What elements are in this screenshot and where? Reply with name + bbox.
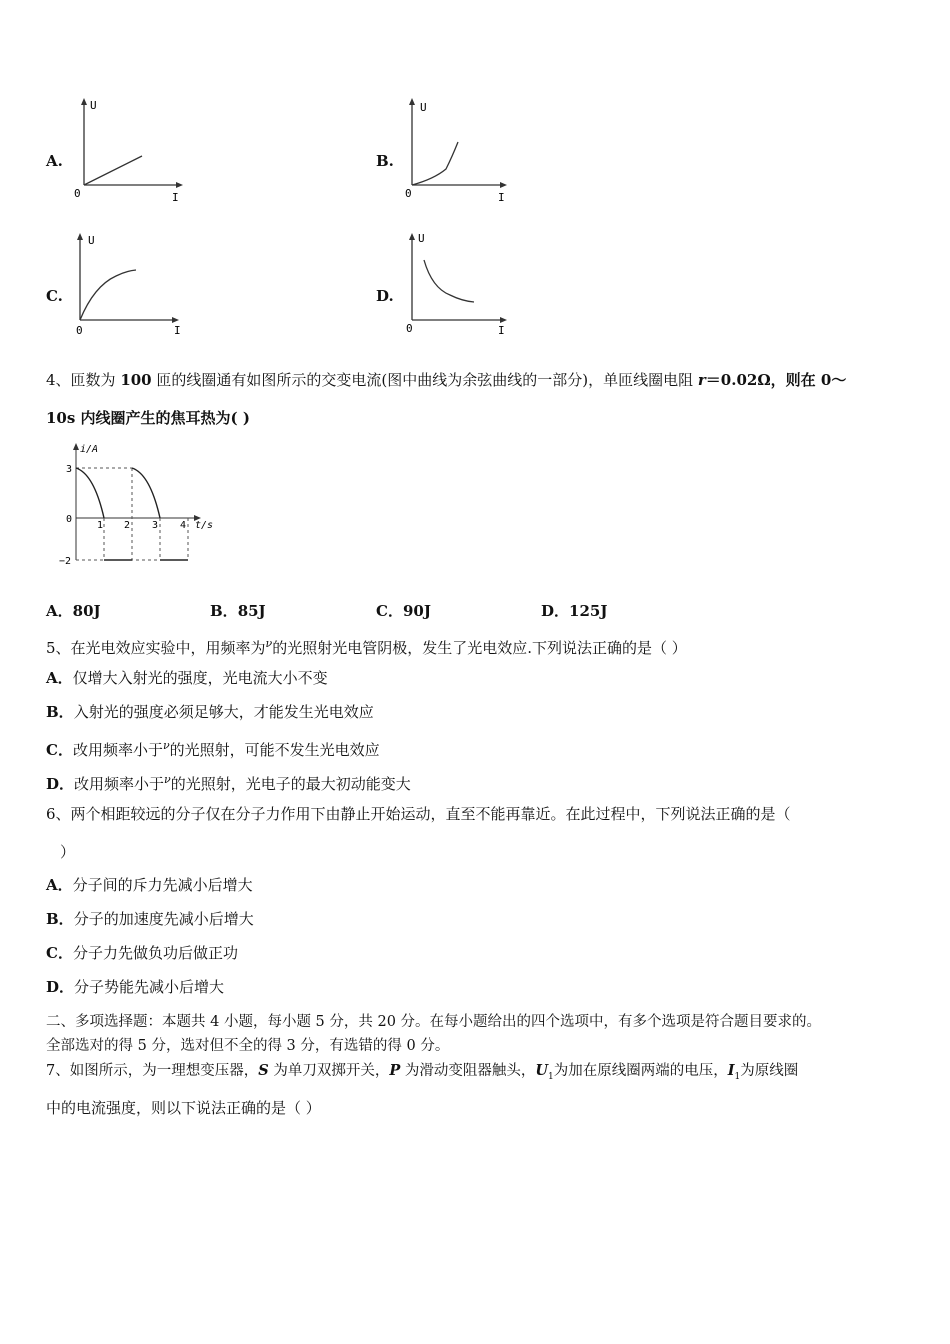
q4-choice-c[interactable]: C．90J xyxy=(376,602,431,620)
q4-xtick-1: 1 xyxy=(97,520,104,531)
q4-xtick-4: 4 xyxy=(180,520,187,531)
q4-ytick-neg2: −2 xyxy=(59,556,72,567)
q4-xtick-3: 3 xyxy=(152,520,159,531)
q6-option-a[interactable]: A．分子间的斥力先减小后增大 xyxy=(46,876,253,894)
section2-instructions-line2: 全部选对的得 5 分，选对但不全的得 3 分，有选错的得 0 分。 xyxy=(46,1038,450,1054)
graph-c-ylabel: U xyxy=(88,234,95,247)
graph-a xyxy=(70,95,190,205)
q7-stem-line2: 中的电流强度，则以下说法正确的是（ ） xyxy=(46,1099,321,1117)
q5-option-d[interactable]: D．改用频率小于$^\nu$的光照射，光电子的最大初动能变大 xyxy=(46,773,411,793)
graph-b xyxy=(398,95,518,205)
graph-d-curve xyxy=(424,260,474,302)
section2-instructions-line1: 二、多项选择题：本题共 4 小题，每小题 5 分，共 20 分。在每小题给出的四个选项中，有多个选项是符合题目要求的。 xyxy=(46,1014,822,1030)
q4-current-chart xyxy=(56,440,216,570)
graph-b-origin: 0 xyxy=(405,187,412,200)
q5-option-a[interactable]: A．仅增大入射光的强度，光电流大小不变 xyxy=(46,669,328,687)
graph-c-curve xyxy=(80,270,136,320)
graph-d-letter: D. xyxy=(376,287,394,305)
graph-c xyxy=(66,230,190,340)
graph-d xyxy=(398,230,518,340)
graph-c-letter: C. xyxy=(46,287,63,305)
q4-xtick-2: 2 xyxy=(124,520,131,531)
graph-d-ylabel: U xyxy=(418,232,425,245)
q5-option-c[interactable]: C．改用频率小于$^\nu$的光照射，可能不发生光电效应 xyxy=(46,739,380,759)
graph-a-ylabel: U xyxy=(90,99,97,112)
q6-option-b[interactable]: B．分子的加速度先减小后增大 xyxy=(46,910,254,928)
q4-x-axis-label: t/s xyxy=(195,520,214,531)
q4-choice-a[interactable]: A．80J xyxy=(46,602,101,620)
q4-stem-line2: 10s 内线圈产生的焦耳热为( ) xyxy=(46,409,250,427)
q4-stem-line1: 4、匝数为 100 匝的线圈通有如图所示的交变电流(图中曲线为余弦曲线的一部分)，单匝线圈电阻 r＝0.02Ω，则在 0～ xyxy=(46,371,847,389)
q6-option-d[interactable]: D．分子势能先减小后增大 xyxy=(46,978,225,996)
q6-option-c[interactable]: C．分子力先做负功后做正功 xyxy=(46,944,238,962)
graph-b-curve xyxy=(412,142,458,185)
q4-y-axis-label: i/A xyxy=(80,444,99,455)
graph-d-origin: 0 xyxy=(406,322,413,335)
graph-c-origin: 0 xyxy=(76,324,83,337)
graph-b-ylabel: U xyxy=(420,101,427,114)
q4-choice-b[interactable]: B．85J xyxy=(210,602,266,620)
graph-a-xlabel: I xyxy=(172,191,179,204)
graph-b-xlabel: I xyxy=(498,191,505,204)
q4-ytick-3: 3 xyxy=(66,464,73,475)
graph-c-xlabel: I xyxy=(174,324,181,337)
q6-stem: 6、两个相距较远的分子仅在分子力作用下由静止开始运动，直至不能再靠近。在此过程中，下列说法正确的是（ xyxy=(46,805,791,823)
graph-a-curve xyxy=(84,156,142,185)
q6-stem-close: ） xyxy=(60,843,76,861)
graph-b-letter: B. xyxy=(376,152,394,170)
graph-a-origin: 0 xyxy=(74,187,81,200)
q5-stem: 5、在光电效应实验中，用频率为$^\nu$的光照射光电管阴极，发生了光电效应.下列说法正确的是（ ） xyxy=(46,637,687,657)
q7-stem-line1: 7、如图所示，为一理想变压器，S 为单刀双掷开关，P 为滑动变阻器触头，$U_1$为加在原线圈两端的电压，$I_1$为原线圈 xyxy=(46,1062,799,1082)
graph-d-xlabel: I xyxy=(498,324,505,337)
q4-ytick-0: 0 xyxy=(66,514,73,525)
q5-option-b[interactable]: B．入射光的强度必须足够大，才能发生光电效应 xyxy=(46,703,374,721)
q4-choice-d[interactable]: D．125J xyxy=(541,602,608,620)
graph-a-letter: A. xyxy=(46,152,63,170)
